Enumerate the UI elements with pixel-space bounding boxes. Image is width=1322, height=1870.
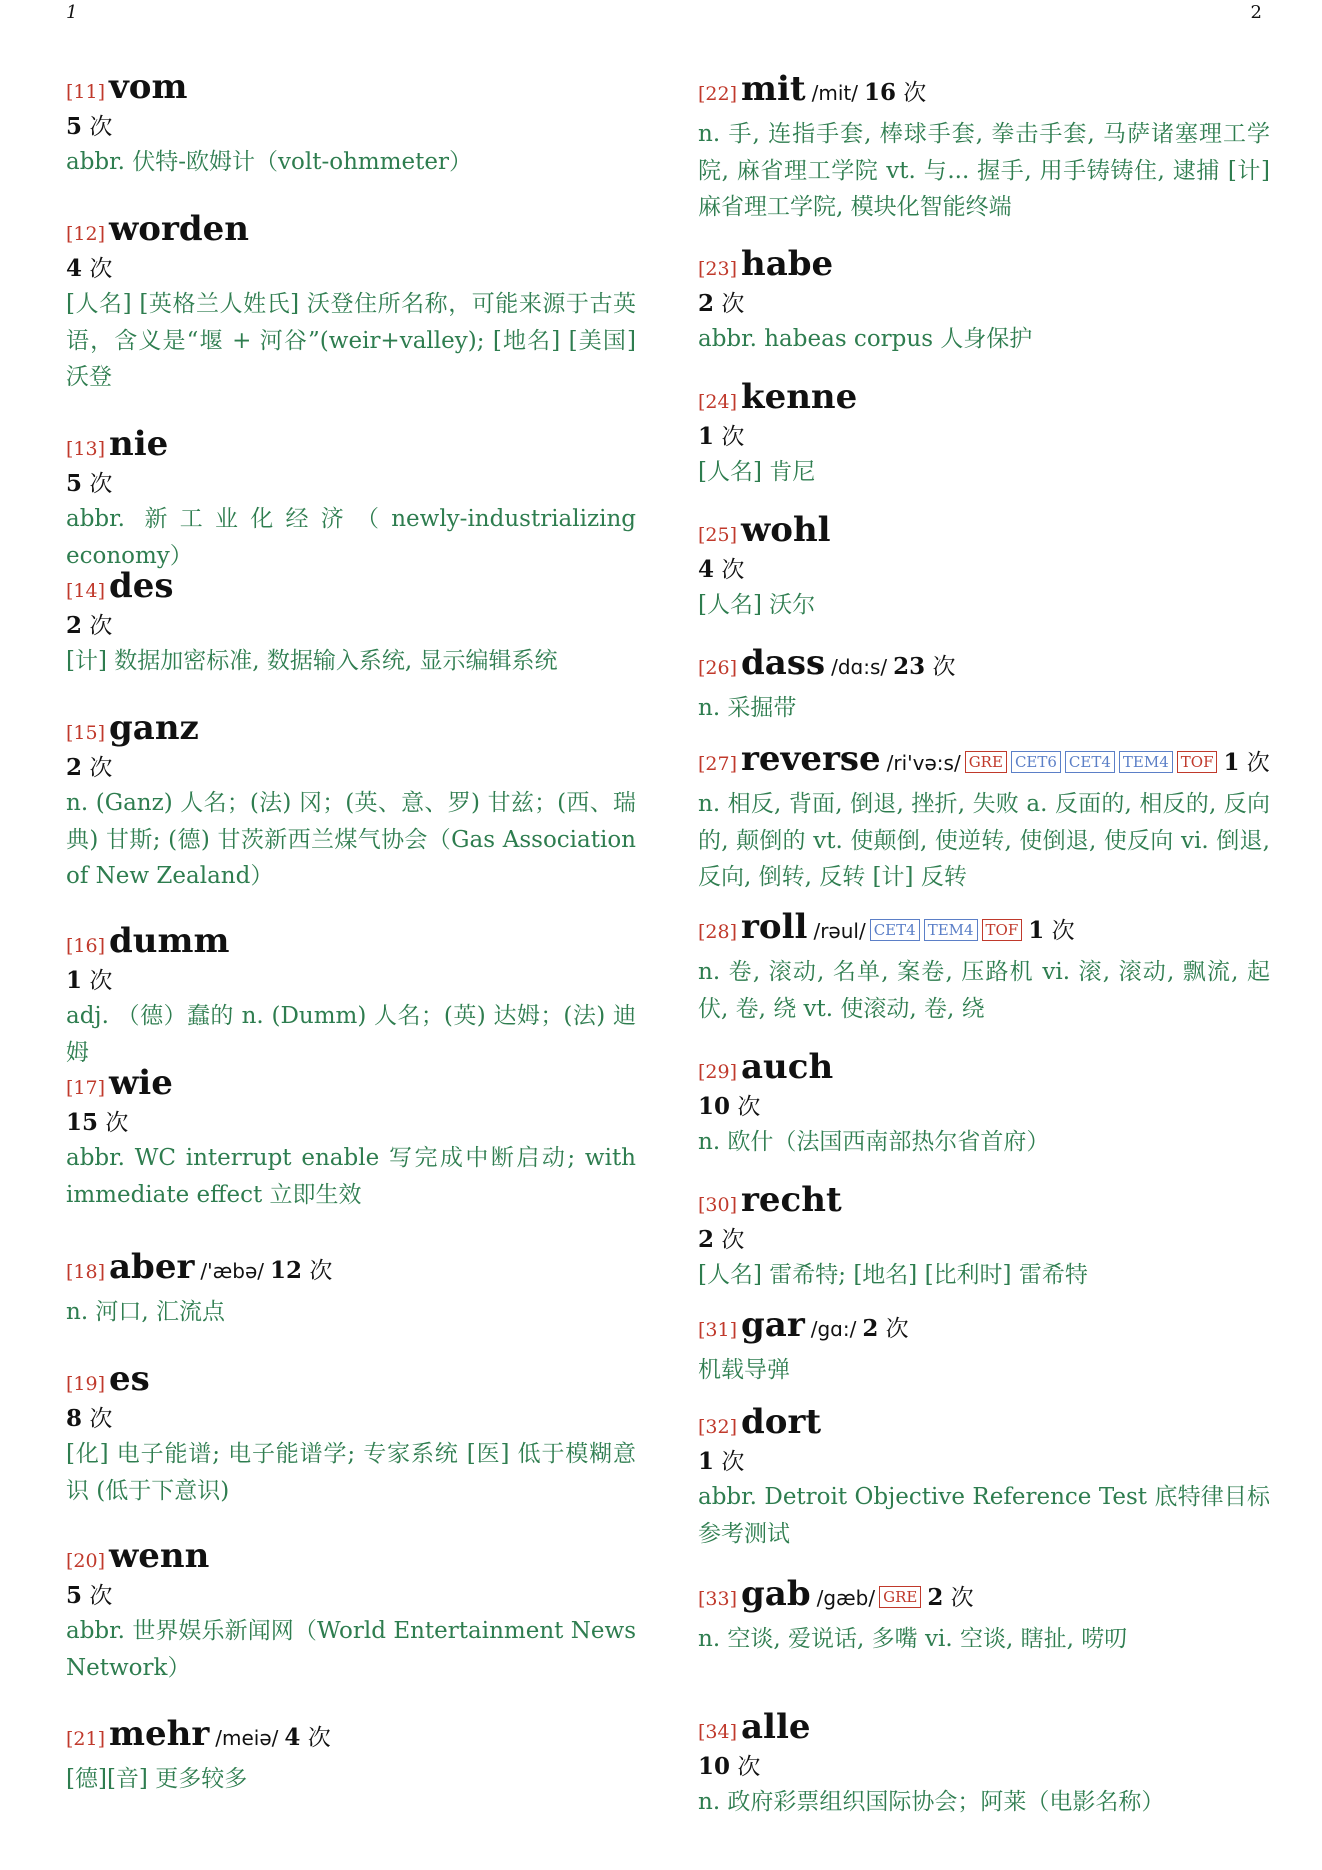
entry-definition: n. 政府彩票组织国际协会；阿莱（电影名称） xyxy=(698,1789,1165,1815)
entry-count: 10 次 xyxy=(698,1093,761,1120)
entry-word: dort xyxy=(741,1402,822,1442)
entry-definition: abbr. 伏特-欧姆计（volt-ohmmeter） xyxy=(66,149,472,175)
exam-tag-tem4: TEM4 xyxy=(924,919,978,941)
entry-count-row xyxy=(66,1581,636,1611)
entry-headline xyxy=(66,922,636,966)
page-number-right: 2 xyxy=(1250,2,1262,23)
exam-tag-tof: TOF xyxy=(982,919,1023,941)
entry-definition: n. 手, 连指手套, 棒球手套, 拳击手套, 马萨诸塞理工学院, 麻省理工学院 vt. 与... 握手, 用手铸铸住, 逮捕 [计] 麻省理工学院, 模块化智能终端 xyxy=(698,121,1270,220)
entry-headline xyxy=(698,1181,1270,1225)
entry-count-row xyxy=(66,753,636,783)
dictionary-entry xyxy=(66,68,636,181)
dictionary-entry xyxy=(698,511,1270,624)
page-number-left: 1 xyxy=(66,2,78,23)
dictionary-entry xyxy=(66,1248,636,1331)
entry-count: 5 次 xyxy=(66,470,113,497)
entry-headline xyxy=(698,1306,1270,1350)
entry-definition: [人名] [英格兰人姓氏] 沃登住所名称，可能来源于古英语，含义是“堰 + 河谷”(weir+valley); [地名] [美国] 沃登 xyxy=(66,291,636,390)
entry-count-row xyxy=(66,469,636,499)
entry-word: gar xyxy=(741,1305,805,1345)
entry-headline xyxy=(66,425,636,469)
entry-definition: abbr. Detroit Objective Reference Test 底特律目标参考测试 xyxy=(698,1484,1270,1547)
dictionary-entry xyxy=(698,70,1270,226)
entry-headline xyxy=(66,1064,636,1108)
entry-headline xyxy=(698,378,1270,422)
entry-index: [21] xyxy=(66,1728,106,1750)
entry-index: [26] xyxy=(698,657,738,679)
entry-phonetic: /rəul/ xyxy=(813,919,866,943)
dictionary-entry xyxy=(698,644,1270,727)
entry-index: [22] xyxy=(698,83,738,105)
entry-definition: [人名] 肯尼 xyxy=(698,459,816,485)
entry-index: [29] xyxy=(698,1061,738,1083)
entry-headline xyxy=(66,1537,636,1581)
dictionary-entry xyxy=(66,1064,636,1213)
exam-tag-cet6: CET6 xyxy=(1011,751,1061,773)
entry-count: 8 次 xyxy=(66,1405,113,1432)
entry-count-row xyxy=(698,289,1270,319)
entry-word: es xyxy=(109,1359,150,1399)
entry-count-row xyxy=(66,1108,636,1138)
entry-count: 16 次 xyxy=(863,79,927,106)
dictionary-entry xyxy=(66,567,636,680)
entry-index: [19] xyxy=(66,1373,106,1395)
exam-tag-cet4: CET4 xyxy=(1065,751,1115,773)
entry-definition: n. 卷, 滚动, 名单, 案卷, 压路机 vi. 滚, 滚动, 飘流, 起伏, 卷, 绕 vt. 使滚动, 卷, 绕 xyxy=(698,959,1270,1022)
entry-index: [13] xyxy=(66,438,106,460)
entry-count-row xyxy=(66,1404,636,1434)
entry-headline xyxy=(698,245,1270,289)
entry-headline xyxy=(66,1360,636,1404)
dictionary-entry xyxy=(698,908,1270,1027)
entry-count: 2 次 xyxy=(927,1584,974,1611)
entry-index: [27] xyxy=(698,753,738,775)
dictionary-entry xyxy=(698,1403,1270,1552)
entry-word: habe xyxy=(741,244,834,284)
entry-phonetic: /mit/ xyxy=(811,81,858,105)
entry-word: vom xyxy=(109,67,188,107)
entry-index: [24] xyxy=(698,391,738,413)
entry-count: 4 次 xyxy=(284,1724,331,1751)
exam-tag-tof: TOF xyxy=(1177,751,1218,773)
entry-word: wie xyxy=(109,1063,173,1103)
entry-index: [30] xyxy=(698,1194,738,1216)
exam-tag-tem4: TEM4 xyxy=(1119,751,1173,773)
entry-count: 5 次 xyxy=(66,113,113,140)
entry-headline xyxy=(698,908,1270,952)
entry-index: [15] xyxy=(66,722,106,744)
entry-index: [14] xyxy=(66,580,106,602)
entry-headline xyxy=(66,1248,636,1292)
dictionary-entry xyxy=(66,709,636,895)
entry-count: 4 次 xyxy=(66,255,113,282)
entry-index: [17] xyxy=(66,1077,106,1099)
entry-definition: n. 河口, 汇流点 xyxy=(66,1299,226,1325)
entry-word: ganz xyxy=(109,708,199,748)
entry-word: dumm xyxy=(109,921,230,961)
entry-count-row xyxy=(698,555,1270,585)
dictionary-entry xyxy=(698,1575,1270,1658)
entry-word: mehr xyxy=(109,1714,210,1754)
entry-index: [20] xyxy=(66,1550,106,1572)
entry-word: nie xyxy=(109,424,169,464)
entry-index: [28] xyxy=(698,921,738,943)
entry-count: 2 次 xyxy=(66,754,113,781)
entry-phonetic: /'æbə/ xyxy=(200,1259,264,1283)
entry-headline xyxy=(698,1403,1270,1447)
entry-count: 2 次 xyxy=(698,290,745,317)
entry-word: kenne xyxy=(741,377,858,417)
entry-count-row xyxy=(66,254,636,284)
dictionary-entry xyxy=(698,1048,1270,1161)
dictionary-entry xyxy=(66,1715,636,1798)
entry-definition: n. 空谈, 爱说话, 多嘴 vi. 空谈, 瞎扯, 唠叨 xyxy=(698,1626,1128,1652)
entry-count: 1 次 xyxy=(66,967,113,994)
entry-headline xyxy=(698,644,1270,688)
entry-index: [31] xyxy=(698,1319,738,1341)
entry-definition: n. 相反, 背面, 倒退, 挫折, 失败 a. 反面的, 相反的, 反向的, 颠倒的 vt. 使颠倒, 使逆转, 使倒退, 使反向 vi. 倒退, 反向, 倒转, 反转 [计] 反转 xyxy=(698,791,1270,890)
entry-count: 2 次 xyxy=(862,1315,909,1342)
entry-headline xyxy=(698,1708,1270,1752)
entry-count-row xyxy=(698,1225,1270,1255)
entry-headline xyxy=(66,709,636,753)
entry-count: 2 次 xyxy=(66,612,113,639)
entry-definition: n. 欧什（法国西南部热尔省首府） xyxy=(698,1129,1050,1155)
entry-index: [16] xyxy=(66,935,106,957)
entry-word: wohl xyxy=(741,510,831,550)
entry-count: 15 次 xyxy=(66,1109,129,1136)
entry-headline xyxy=(698,70,1270,114)
entry-headline xyxy=(66,68,636,112)
entry-definition: n. (Ganz) 人名；(法) 冈；(英、意、罗) 甘兹；(西、瑞典) 甘斯; (德) 甘茨新西兰煤气协会（Gas Association of New Zealand） xyxy=(66,790,636,889)
entry-count: 12 次 xyxy=(270,1257,333,1284)
entry-phonetic: /ri'və:s/ xyxy=(886,751,961,775)
entry-count-row xyxy=(698,1752,1270,1782)
dictionary-entry xyxy=(66,210,636,396)
entry-count: 23 次 xyxy=(893,653,956,680)
dictionary-entry xyxy=(698,1708,1270,1821)
entry-definition: n. 采掘带 xyxy=(698,695,797,721)
entry-headline xyxy=(698,1048,1270,1092)
entry-headline xyxy=(66,567,636,611)
exam-tag-gre: GRE xyxy=(965,751,1007,773)
entry-definition: [人名] 雷希特; [地名] [比利时] 雷希特 xyxy=(698,1262,1088,1288)
entry-count-row xyxy=(698,1447,1270,1477)
entry-count: 10 次 xyxy=(698,1753,761,1780)
entry-definition: 机载导弹 xyxy=(698,1357,790,1383)
entry-definition: abbr. habeas corpus 人身保护 xyxy=(698,326,1033,352)
dictionary-entry xyxy=(698,378,1270,491)
exam-tag-gre: GRE xyxy=(879,1586,921,1608)
entry-count: 4 次 xyxy=(698,556,745,583)
entry-headline xyxy=(66,1715,636,1759)
entry-count: 5 次 xyxy=(66,1582,113,1609)
entry-definition: abbr. 新工业化经济（newly-industrializing economy） xyxy=(66,506,636,569)
entry-word: mit xyxy=(741,69,806,109)
dictionary-entry xyxy=(66,1360,636,1509)
entry-word: auch xyxy=(741,1047,834,1087)
entry-word: reverse xyxy=(741,739,881,779)
entry-index: [32] xyxy=(698,1416,738,1438)
entry-count: 2 次 xyxy=(698,1226,745,1253)
dictionary-entry xyxy=(698,1181,1270,1294)
entry-definition: abbr. 世界娱乐新闻网（World Entertainment News Network） xyxy=(66,1618,636,1681)
entry-phonetic: /dɑ:s/ xyxy=(831,655,888,679)
entry-definition: abbr. WC interrupt enable 写完成中断启动; with immediate effect 立即生效 xyxy=(66,1145,636,1208)
entry-phonetic: /gɑ:/ xyxy=(810,1317,857,1341)
entry-index: [33] xyxy=(698,1588,738,1610)
dictionary-entry xyxy=(698,740,1270,896)
entry-word: dass xyxy=(741,643,826,683)
dictionary-entry xyxy=(698,1306,1270,1389)
entry-phonetic: /meiə/ xyxy=(215,1726,279,1750)
entry-word: recht xyxy=(741,1180,842,1220)
entry-count: 1 次 xyxy=(1028,917,1075,944)
entry-count-row xyxy=(66,112,636,142)
entry-count: 1 次 xyxy=(698,423,745,450)
entry-headline xyxy=(698,1575,1270,1619)
entry-definition: [化] 电子能谱; 电子能谱学; 专家系统 [医] 低于模糊意识 (低于下意识) xyxy=(66,1441,636,1504)
entry-definition: [计] 数据加密标准, 数据输入系统, 显示编辑系统 xyxy=(66,648,558,674)
entry-count-row xyxy=(66,966,636,996)
entry-word: alle xyxy=(741,1707,811,1747)
entry-count: 1 次 xyxy=(1223,749,1270,776)
entry-index: [25] xyxy=(698,524,738,546)
entry-index: [18] xyxy=(66,1261,106,1283)
entry-index: [34] xyxy=(698,1721,738,1743)
dictionary-entry xyxy=(698,245,1270,358)
entry-count: 1 次 xyxy=(698,1448,745,1475)
entry-count-row xyxy=(698,422,1270,452)
exam-tag-cet4: CET4 xyxy=(870,919,920,941)
entry-word: gab xyxy=(741,1574,811,1614)
entry-index: [23] xyxy=(698,258,738,280)
entry-index: [12] xyxy=(66,223,106,245)
entry-count-row xyxy=(698,1092,1270,1122)
dictionary-entry xyxy=(66,922,636,1071)
entry-word: roll xyxy=(741,907,808,947)
entry-word: wenn xyxy=(109,1536,210,1576)
dictionary-entry xyxy=(66,425,636,574)
entry-word: aber xyxy=(109,1247,195,1287)
entry-headline xyxy=(698,740,1270,784)
entry-definition: [德][音] 更多较多 xyxy=(66,1766,248,1792)
entry-definition: adj. （德）蠢的 n. (Dumm) 人名；(英) 达姆；(法) 迪姆 xyxy=(66,1003,636,1066)
dictionary-entry xyxy=(66,1537,636,1686)
entry-headline xyxy=(698,511,1270,555)
entry-headline xyxy=(66,210,636,254)
entry-word: des xyxy=(109,566,174,606)
entry-phonetic: /gæb/ xyxy=(816,1586,876,1610)
entry-index: [11] xyxy=(66,81,106,103)
entry-word: worden xyxy=(109,209,249,249)
entry-count-row xyxy=(66,611,636,641)
entry-definition: [人名] 沃尔 xyxy=(698,592,816,618)
